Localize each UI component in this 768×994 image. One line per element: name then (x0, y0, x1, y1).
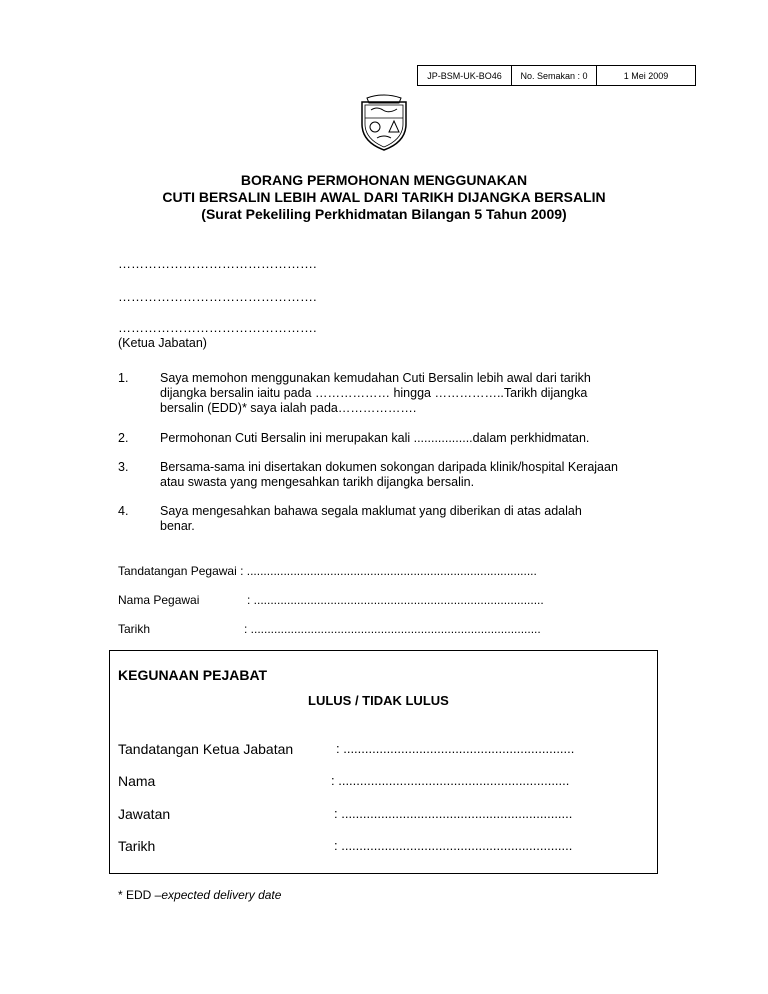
address-line-3[interactable]: ………………………………………. (118, 320, 317, 335)
officer-name-field[interactable]: : ....................................................................................... (247, 593, 544, 607)
footnote (118, 888, 281, 902)
address-line-2[interactable]: ………………………………………. (118, 289, 317, 304)
item-number: 4. (118, 504, 129, 518)
head-signature-label: Tandatangan Ketua Jabatan (118, 741, 294, 757)
crest-logo (359, 92, 409, 152)
item-number: 2. (118, 431, 129, 445)
circular-reference: (Surat Pekeliling Perkhidmatan Bilangan 5 Tahun 2009) (201, 206, 567, 222)
revision-date: 1 Mei 2009 (596, 66, 695, 85)
item-number: 3. (118, 460, 129, 474)
office-use-box (109, 650, 658, 874)
officer-signature-field[interactable]: Tandatangan Pegawai : ....................................................................................... (118, 564, 537, 578)
officer-date-field[interactable]: : ....................................................................................... (244, 622, 541, 636)
item-number: 1. (118, 371, 129, 385)
office-use-heading: KEGUNAAN PEJABAT (118, 667, 268, 683)
approval-decision[interactable]: LULUS / TIDAK LULUS (308, 693, 449, 708)
form-subtitle: CUTI BERSALIN LEBIH AWAL DARI TARIKH DIJANGKA BERSALIN (162, 189, 606, 205)
officer-name-label: Nama Pegawai (118, 593, 200, 607)
approval-date-field[interactable]: : ................................................................ (334, 838, 573, 853)
item-text: Saya mengesahkan bahawa segala maklumat yang diberikan di atas adalah benar. (160, 504, 582, 533)
footnote-prefix: * EDD – (118, 888, 162, 902)
position-field[interactable]: : ................................................................ (334, 806, 573, 821)
item-text: Saya memohon menggunakan kemudahan Cuti Bersalin lebih awal dari tarikh dijangka bersalin iaitu pada ……………… hingga ……………..Tarikh dijangka bersalin (EDD)* saya ialah pada………………. (160, 371, 591, 415)
head-of-department-label: (Ketua Jabatan) (118, 336, 207, 350)
item-text: Bersama-sama ini disertakan dokumen sokongan daripada klinik/hospital Kerajaan atau swasta yang mengesahkan tarikh dijangka bersalin. (160, 460, 618, 489)
form-code: JP-BSM-UK-BO46 (427, 70, 502, 81)
item-text: Permohonan Cuti Bersalin ini merupakan kali .................dalam perkhidmatan. (160, 431, 590, 445)
head-signature-field[interactable]: : ................................................................ (336, 741, 575, 756)
head-name-field[interactable]: : ................................................................ (331, 773, 570, 788)
position-label: Jawatan (118, 806, 171, 822)
address-line-1[interactable]: ………………………………………. (118, 256, 317, 271)
revision-number: No. Semakan : 0 (511, 66, 596, 85)
footnote-definition: expected delivery date (161, 888, 282, 902)
form-title: BORANG PERMOHONAN MENGGUNAKAN (240, 172, 528, 188)
officer-date-label: Tarikh (118, 622, 151, 636)
approval-date-label: Tarikh (118, 838, 156, 854)
form-reference-table (417, 65, 696, 86)
head-name-label: Nama (118, 773, 156, 789)
